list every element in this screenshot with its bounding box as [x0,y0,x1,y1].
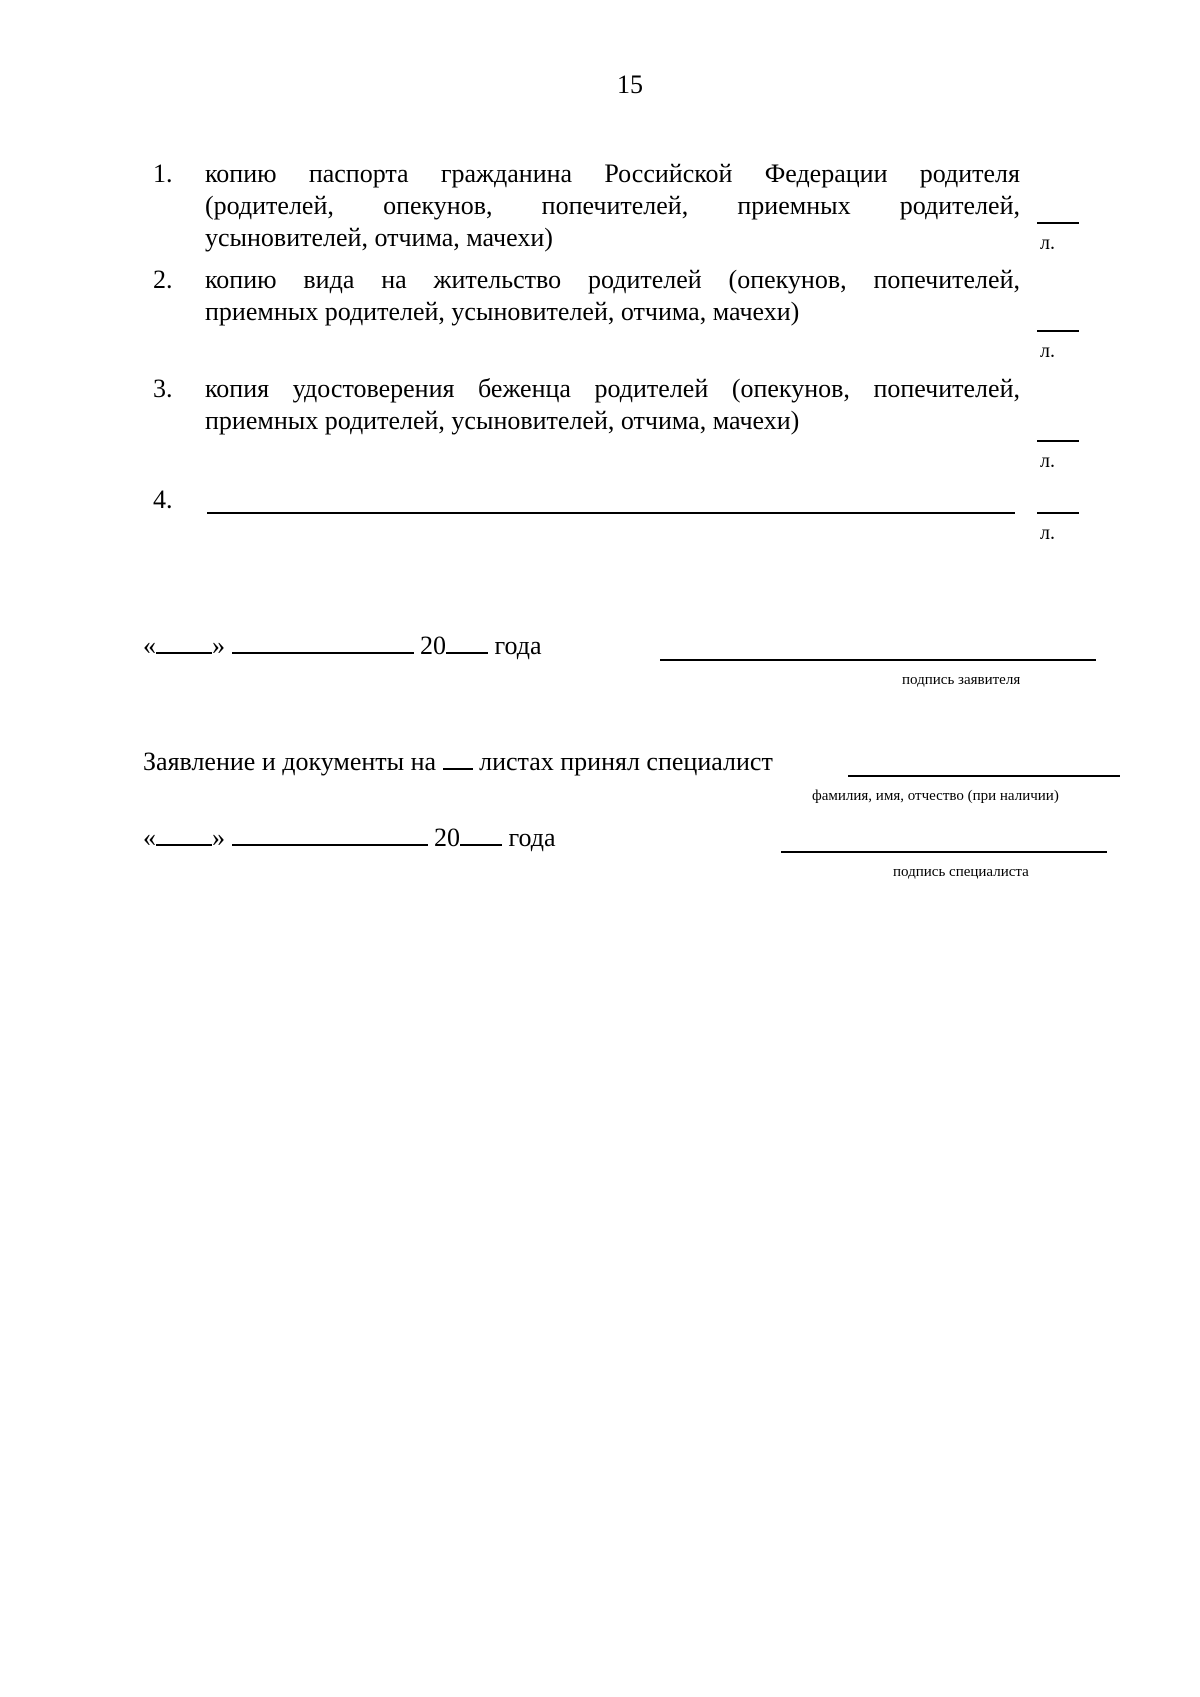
day-field[interactable] [156,822,212,846]
item-line: приемных родителей, усыновителей, отчима, мачехи) [205,297,800,326]
item-line: (родителей, опекунов, попечителей, приемных родителей, [205,191,1020,220]
item-number: 4. [153,485,173,514]
sheets-count-field[interactable] [443,746,473,770]
item-number: 3. [153,374,173,403]
applicant-signature-caption: подпись заявителя [902,672,1021,688]
sheet-count-field-3[interactable] [1037,440,1079,442]
sheet-label: л. [1040,450,1055,472]
year-field[interactable] [460,822,502,846]
item-text [205,158,1020,254]
sheet-count-field-4[interactable] [1037,512,1079,514]
item-number: 1. [153,159,173,188]
item-text [205,264,1020,328]
item-text [205,373,1020,437]
sheet-label: л. [1040,232,1055,254]
sheet-count-field-1[interactable] [1037,222,1079,224]
item-line: копию паспорта гражданина Российской Федерации родителя [205,159,1020,188]
year-prefix: 20 [420,631,446,660]
item-line: копию вида на жительство родителей (опекунов, попечителей, [205,265,1020,294]
acceptance-row [143,746,773,777]
month-field[interactable] [232,822,428,846]
page-number: 15 [617,70,643,99]
specialist-name-caption: фамилия, имя, отчество (при наличии) [812,788,1059,804]
year-suffix: года [508,823,556,852]
year-prefix: 20 [434,823,460,852]
month-field[interactable] [232,630,414,654]
item-number: 2. [153,265,173,294]
day-field[interactable] [156,630,212,654]
sheet-label: л. [1040,522,1055,544]
sheet-label: л. [1040,340,1055,362]
sheet-count-field-2[interactable] [1037,330,1079,332]
item-4-blank-field[interactable] [207,512,1015,514]
quote-open: « [143,631,156,660]
year-suffix: года [494,631,542,660]
item-line: приемных родителей, усыновителей, отчима, мачехи) [205,406,800,435]
quote-close: » [212,823,225,852]
applicant-signature-field[interactable] [660,659,1096,661]
acceptance-text-after: листах принял специалист [479,747,773,776]
item-line: копия удостоверения беженца родителей (опекунов, попечителей, [205,374,1020,403]
specialist-signature-field[interactable] [781,851,1107,853]
specialist-name-field[interactable] [848,775,1120,777]
applicant-date-row [143,630,542,661]
acceptance-text-before: Заявление и документы на [143,747,437,776]
quote-close: » [212,631,225,660]
quote-open: « [143,823,156,852]
item-line: усыновителей, отчима, мачехи) [205,223,553,252]
year-field[interactable] [446,630,488,654]
specialist-signature-caption: подпись специалиста [893,864,1029,880]
specialist-date-row [143,822,556,853]
